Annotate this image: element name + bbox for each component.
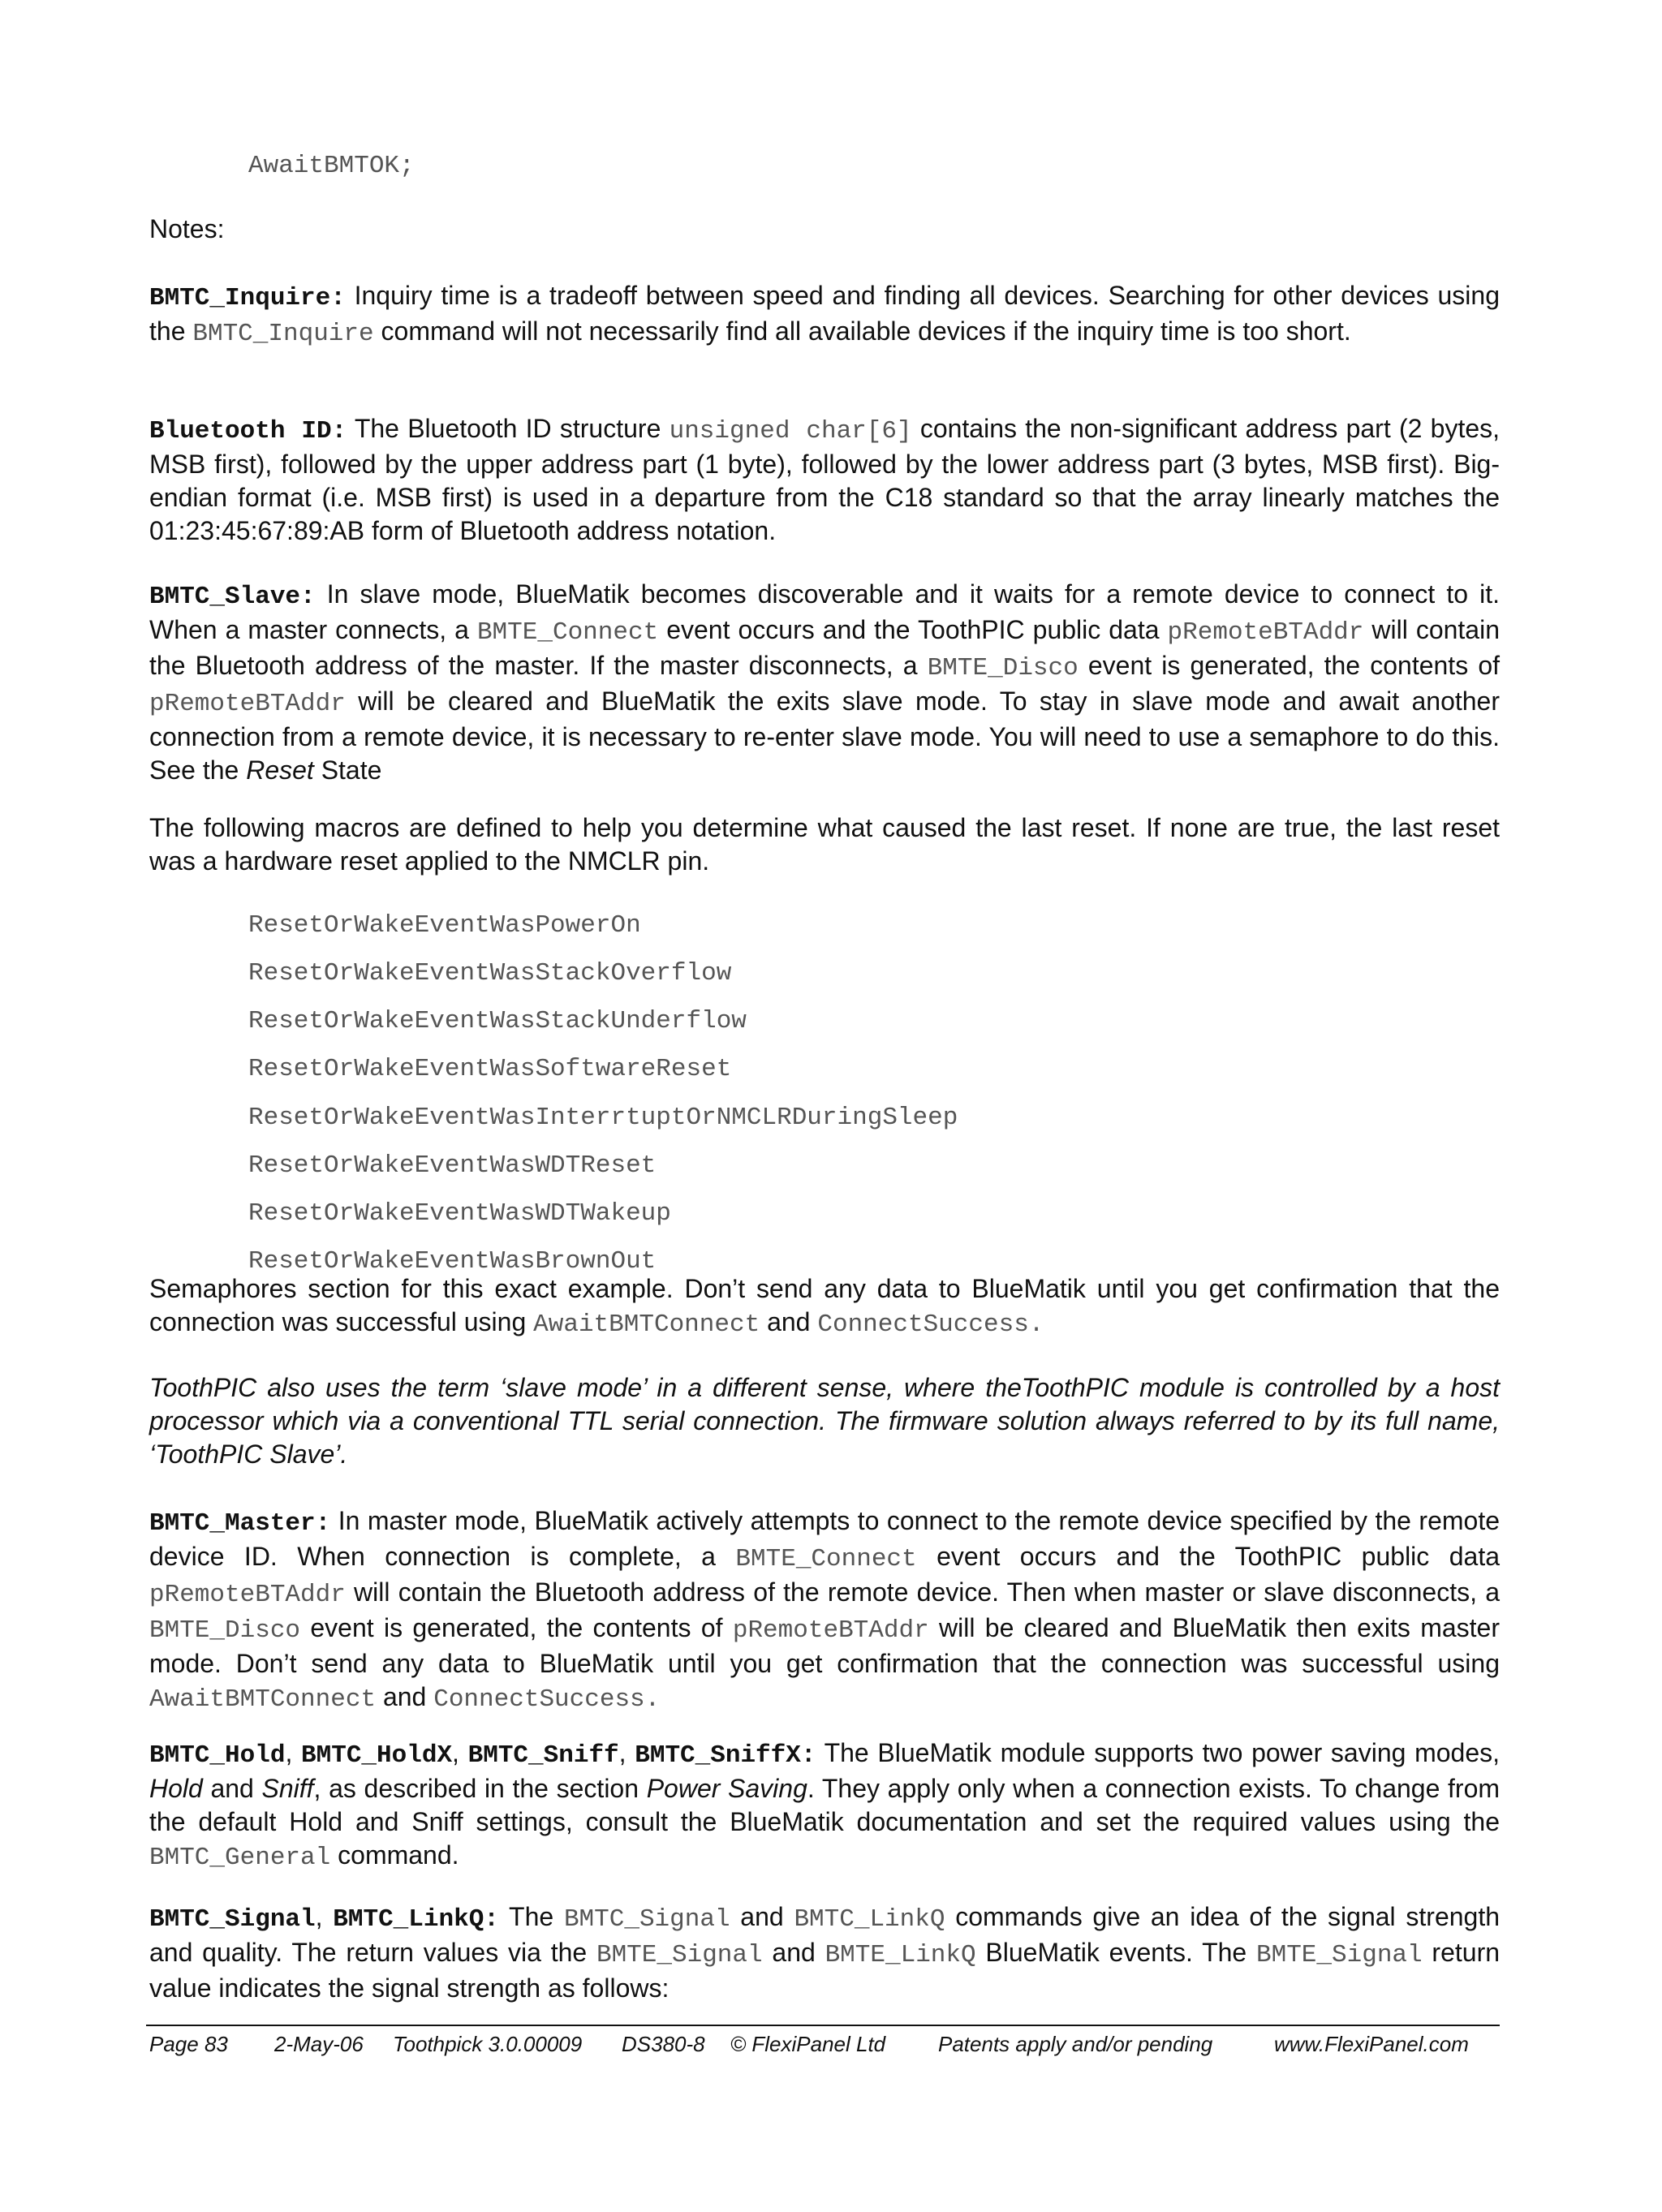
footer-product: Toothpick 3.0.00009 bbox=[393, 2032, 583, 2056]
macro-item: ResetOrWakeEventWasStackUnderflow bbox=[248, 1007, 747, 1035]
footer-page: Page 83 bbox=[149, 2032, 228, 2056]
macro-item: ResetOrWakeEventWasWDTReset bbox=[248, 1151, 657, 1180]
notes-heading: Notes: bbox=[149, 214, 225, 243]
paragraph-semaphores: Semaphores section for this exact example. Don’t send any data to BlueMatik until you get confirmation that the connection was successful using AwaitBMTConnect and ConnectSuccess. bbox=[149, 1274, 1500, 1339]
paragraph-macros-intro: The following macros are defined to help you determine what caused the last reset. If none are true, the last reset was a hardware reset applied to the NMCLR pin. bbox=[149, 813, 1500, 876]
code-await-bmtok: AwaitBMTOK; bbox=[248, 152, 415, 180]
footer-copyright: © FlexiPanel Ltd bbox=[730, 2032, 886, 2056]
macro-item: ResetOrWakeEventWasWDTWakeup bbox=[248, 1199, 671, 1228]
footer-rule bbox=[146, 2025, 1500, 2026]
paragraph-master: BMTC_Master: In master mode, BlueMatik actively attempts to connect to the remote device specified by the remote device ID. When connection is complete, a BMTE_Connect event occurs and the ToothPIC public data pRemoteBTAddr will contain the Bluetooth address of the remote device. Then when master or slave disconnects, a BMTE_Disco event is generated, the contents of pRemoteBTAddr will be cleared and BlueMatik then exits master mode. Don’t send any data to BlueMatik until you get confirmation that the connection was successful using AwaitBMTConnect and ConnectSuccess. bbox=[149, 1506, 1501, 1714]
macro-item: ResetOrWakeEventWasInterrtuptOrNMCLRDuringSleep bbox=[248, 1104, 958, 1132]
paragraph-inquire: BMTC_Inquire: Inquiry time is a tradeoff between speed and finding all devices. Searching for other devices using the BMTC_Inquire command will not necessarily find all available devices if the inquiry time is too short. bbox=[149, 281, 1500, 348]
paragraph-bluetooth-id: Bluetooth ID: The Bluetooth ID structure unsigned char[6] contains the non-significant address part (2 bytes, MSB first), followed by the upper address part (1 byte), followed by the lower address part (3 bytes, MSB first). Big-endian format (i.e. MSB first) is used in a departure from the C18 standard so that the array linearly matches the 01:23:45:67:89:AB form of Bluetooth address notation. bbox=[149, 414, 1501, 545]
macro-item: ResetOrWakeEventWasBrownOut bbox=[248, 1247, 657, 1276]
paragraph-italic-note: ToothPIC also uses the term ‘slave mode’ in a different sense, where theToothPIC module is controlled by a host processor which via a conventional TTL serial connection. The firmware solution always referred to by its full name, ‘ToothPIC Slave’. bbox=[149, 1373, 1500, 1469]
footer-doc: DS380-8 bbox=[622, 2032, 705, 2056]
term-bmtc-inquire: BMTC_Inquire: bbox=[149, 284, 346, 312]
footer-date: 2-May-06 bbox=[274, 2032, 364, 2056]
macro-item: ResetOrWakeEventWasStackOverflow bbox=[248, 959, 732, 988]
paragraph-signal: BMTC_Signal, BMTC_LinkQ: The BMTC_Signal and BMTC_LinkQ commands give an idea of the signal strength and quality. The return values via the BMTE_Signal and BMTE_LinkQ BlueMatik events. The BMTE_Signal return value indicates the signal strength as follows: bbox=[149, 1902, 1501, 2003]
term-bmtc-master: BMTC_Master: bbox=[149, 1509, 331, 1538]
code-bmtc-inquire: BMTC_Inquire bbox=[192, 320, 374, 348]
footer-url[interactable]: www.FlexiPanel.com bbox=[1274, 2032, 1469, 2056]
term-bmtc-slave: BMTC_Slave: bbox=[149, 583, 316, 611]
paragraph-slave: BMTC_Slave: In slave mode, BlueMatik becomes discoverable and it waits for a remote device to connect to it. When a master connects, a BMTE_Connect event occurs and the ToothPIC public data pRemoteBTAddr will contain the Bluetooth address of the master. If the master disconnects, a BMTE_Disco event is generated, the contents of pRemoteBTAddr will be cleared and BlueMatik the exits slave mode. To stay in slave mode and await another connection from a remote device, it is necessary to re-enter slave mode. You will need to use a semaphore to do this. See the Reset State bbox=[149, 579, 1501, 785]
macro-item: ResetOrWakeEventWasSoftwareReset bbox=[248, 1055, 732, 1083]
term-bluetooth-id: Bluetooth ID: bbox=[149, 417, 347, 445]
code-unsigned-char: unsigned char[6] bbox=[669, 417, 912, 445]
macro-item: ResetOrWakeEventWasPowerOn bbox=[248, 911, 641, 940]
footer-patents: Patents apply and/or pending bbox=[938, 2032, 1213, 2056]
page-footer bbox=[149, 2030, 1469, 2058]
paragraph-power-saving: BMTC_Hold, BMTC_HoldX, BMTC_Sniff, BMTC_SniffX: The BlueMatik module supports two power saving modes, Hold and Sniff, as described in the section Power Saving. They apply only when a connection exists. To change from the default Hold and Sniff settings, consult the BlueMatik documentation and set the required values using the BMTC_General command. bbox=[149, 1738, 1501, 1872]
